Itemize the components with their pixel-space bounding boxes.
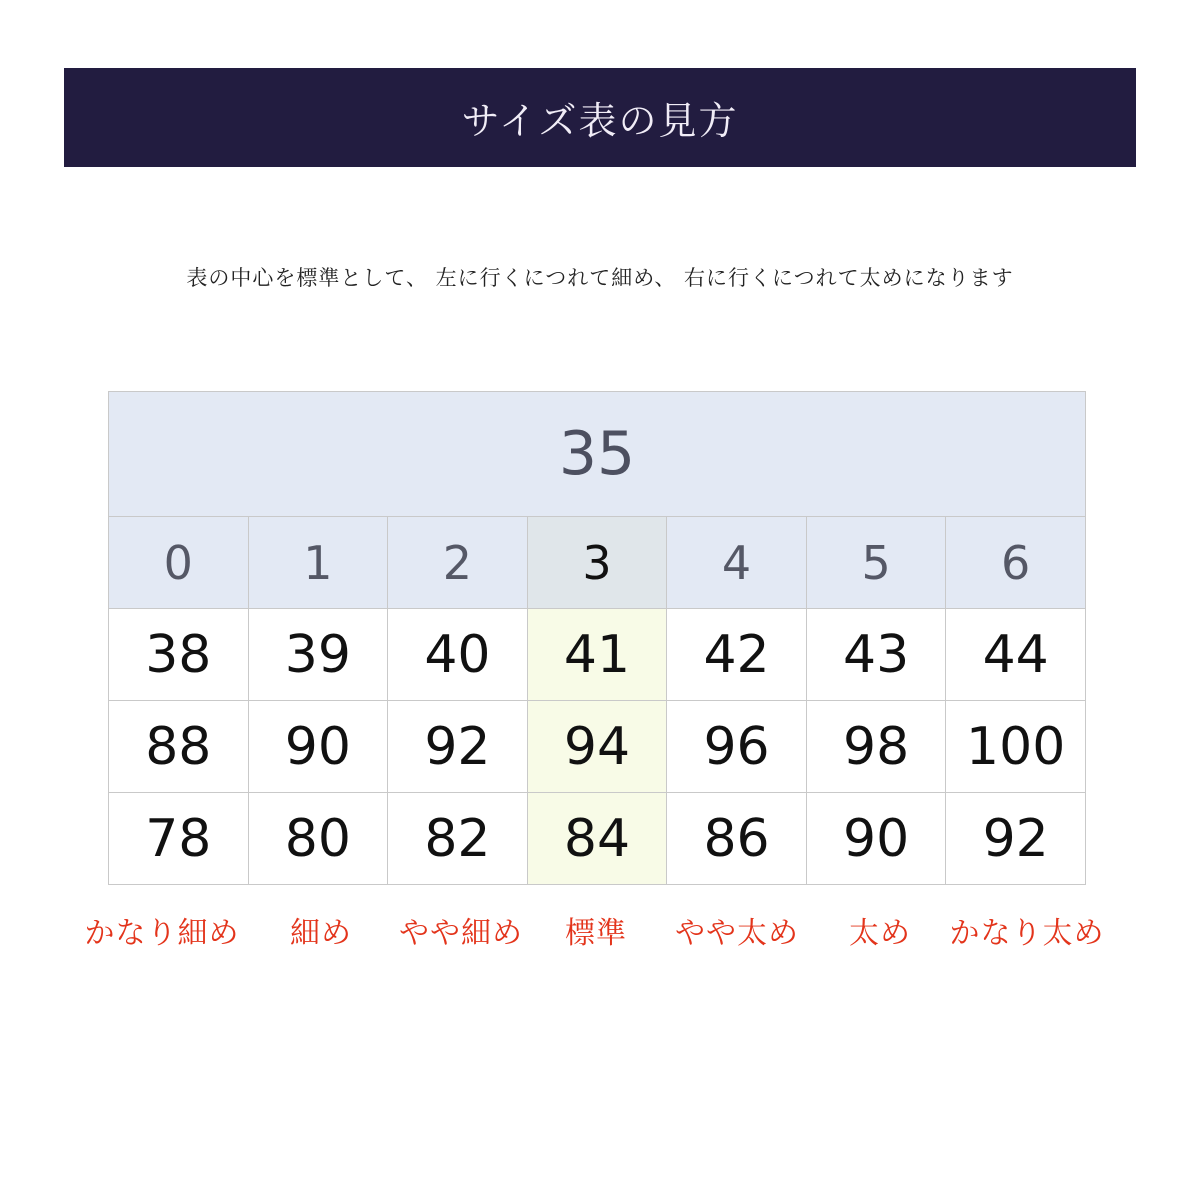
fit-labels (0, 908, 1200, 968)
value-cell: 42 (667, 609, 807, 701)
value-cell: 100 (946, 701, 1086, 793)
value-cell: 86 (667, 793, 807, 885)
value-cell: 96 (667, 701, 807, 793)
value-cell: 38 (109, 609, 249, 701)
value-cell: 40 (388, 609, 528, 701)
title-banner (64, 68, 1136, 167)
page-title: サイズ表の見方 (461, 99, 739, 143)
size-header-cell: 35 (109, 392, 1086, 517)
fit-label-wide: 太め (849, 916, 911, 951)
table-row (109, 609, 1086, 701)
value-cell-standard: 94 (527, 701, 667, 793)
value-cell-standard: 84 (527, 793, 667, 885)
value-cell: 82 (388, 793, 528, 885)
value-cell: 90 (248, 701, 388, 793)
grade-cell: 0 (109, 517, 249, 609)
grade-cell: 5 (806, 517, 946, 609)
value-cell: 92 (946, 793, 1086, 885)
grade-cell: 4 (667, 517, 807, 609)
grade-row (109, 517, 1086, 609)
table-description: 表の中心を標準として、 左に行くにつれて細め、 右に行くにつれて太めになります (186, 266, 1014, 290)
grade-cell: 6 (946, 517, 1086, 609)
fit-label-slightly-wide: やや太め (675, 916, 799, 951)
fit-label-very-slim: かなり細め (84, 916, 240, 951)
value-cell: 78 (109, 793, 249, 885)
size-row (109, 392, 1086, 517)
value-cell-standard: 41 (527, 609, 667, 701)
value-cell: 90 (806, 793, 946, 885)
size-table (108, 391, 1086, 885)
fit-label-very-wide: かなり太め (949, 916, 1105, 951)
table-row (109, 701, 1086, 793)
fit-label-standard: 標準 (565, 916, 627, 951)
grade-cell-standard: 3 (527, 517, 667, 609)
fit-label-slim: 細め (290, 916, 352, 951)
value-cell: 39 (248, 609, 388, 701)
grade-cell: 1 (248, 517, 388, 609)
value-cell: 43 (806, 609, 946, 701)
grade-cell: 2 (388, 517, 528, 609)
value-cell: 92 (388, 701, 528, 793)
value-cell: 98 (806, 701, 946, 793)
value-cell: 88 (109, 701, 249, 793)
fit-label-slightly-slim: やや細め (399, 916, 523, 951)
value-cell: 44 (946, 609, 1086, 701)
table-row (109, 793, 1086, 885)
value-cell: 80 (248, 793, 388, 885)
